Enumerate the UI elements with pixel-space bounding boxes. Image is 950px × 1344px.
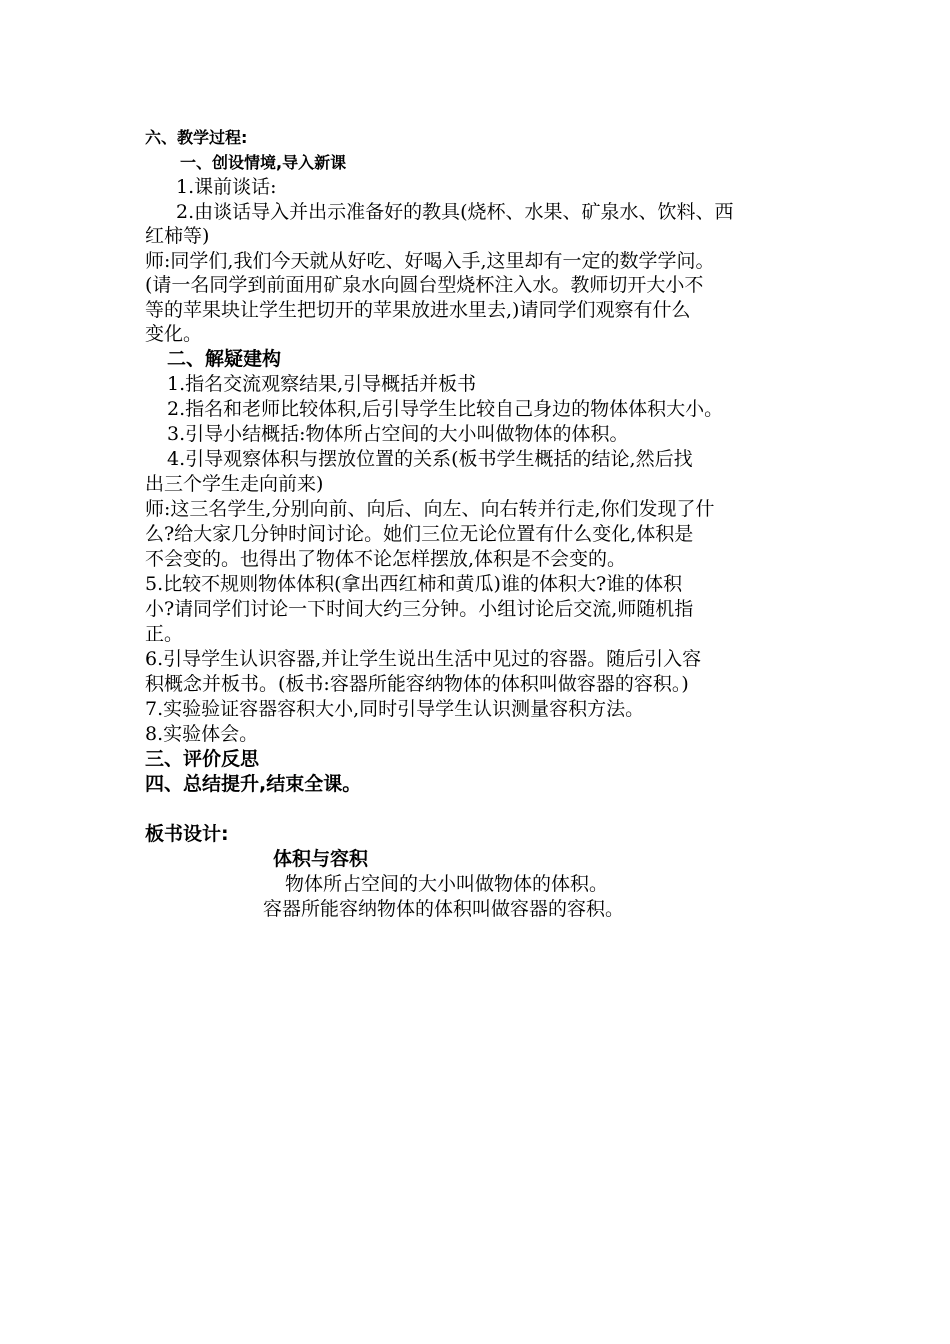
part3-title: 三、评价反思 <box>145 748 260 770</box>
part2-teacher-line3: 不会变的。也得出了物体不论怎样摆放,体积是不会变的。 <box>145 548 627 570</box>
part2-teacher-line2: 么?给大家几分钟时间讨论。她们三位无论位置有什么变化,体积是 <box>145 523 694 545</box>
part1-title: 一、创设情境,导入新课 <box>180 153 347 172</box>
part1-item2-line2: 红柿等) <box>145 225 210 247</box>
part2-item4-line2: 出三个学生走向前来) <box>145 473 324 495</box>
part2-item1: 1.指名交流观察结果,引导概括并板书 <box>167 373 477 395</box>
part2-item5-line1: 5.比较不规则物体体积(拿出西红柿和黄瓜)谁的体积大?谁的体积 <box>145 573 683 595</box>
section-six-title: 六、教学过程: <box>145 128 248 147</box>
board-title: 体积与容积 <box>273 848 369 870</box>
part2-item3: 3.引导小结概括:物体所占空间的大小叫做物体的体积。 <box>167 423 629 445</box>
part2-item7: 7.实验验证容器容积大小,同时引导学生认识测量容积方法。 <box>145 698 645 720</box>
part2-title: 二、解疑建构 <box>167 348 282 370</box>
part4-title: 四、总结提升,结束全课。 <box>145 773 362 795</box>
part1-teacher-line4: 变化。 <box>145 323 203 345</box>
part2-item5-line3: 正。 <box>145 623 184 645</box>
part2-teacher-line1: 师:这三名学生,分别向前、向后、向左、向右转并行走,你们发现了什 <box>145 498 715 520</box>
board-line2: 容器所能容纳物体的体积叫做容器的容积。 <box>263 898 625 920</box>
board-design-label: 板书设计: <box>145 823 229 845</box>
part2-item8: 8.实验体会。 <box>145 723 259 745</box>
part2-item6-line2: 积概念并板书。(板书:容器所能容纳物体的体积叫做容器的容积。) <box>145 673 689 695</box>
part1-teacher-line2: (请一名同学到前面用矿泉水向圆台型烧杯注入水。教师切开大小不 <box>145 274 704 296</box>
part1-teacher-line1: 师:同学们,我们今天就从好吃、好喝入手,这里却有一定的数学学问。 <box>145 250 715 272</box>
part2-item6-line1: 6.引导学生认识容器,并让学生说出生活中见过的容器。随后引入容 <box>145 648 702 670</box>
part2-item2: 2.指名和老师比较体积,后引导学生比较自己身边的物体体积大小。 <box>167 398 724 420</box>
part2-item5-line2: 小?请同学们讨论一下时间大约三分钟。小组讨论后交流,师随机指 <box>145 598 694 620</box>
board-line1: 物体所占空间的大小叫做物体的体积。 <box>285 873 609 895</box>
part2-item4-line1: 4.引导观察体积与摆放位置的关系(板书学生概括的结论,然后找 <box>167 448 693 470</box>
part1-teacher-line3: 等的苹果块让学生把切开的苹果放进水里去,)请同学们观察有什么 <box>145 299 691 321</box>
part1-item2-line1: 2.由谈话导入并出示准备好的教具(烧杯、水果、矿泉水、饮料、西 <box>176 201 734 223</box>
part1-item1: 1.课前谈话: <box>176 176 277 198</box>
